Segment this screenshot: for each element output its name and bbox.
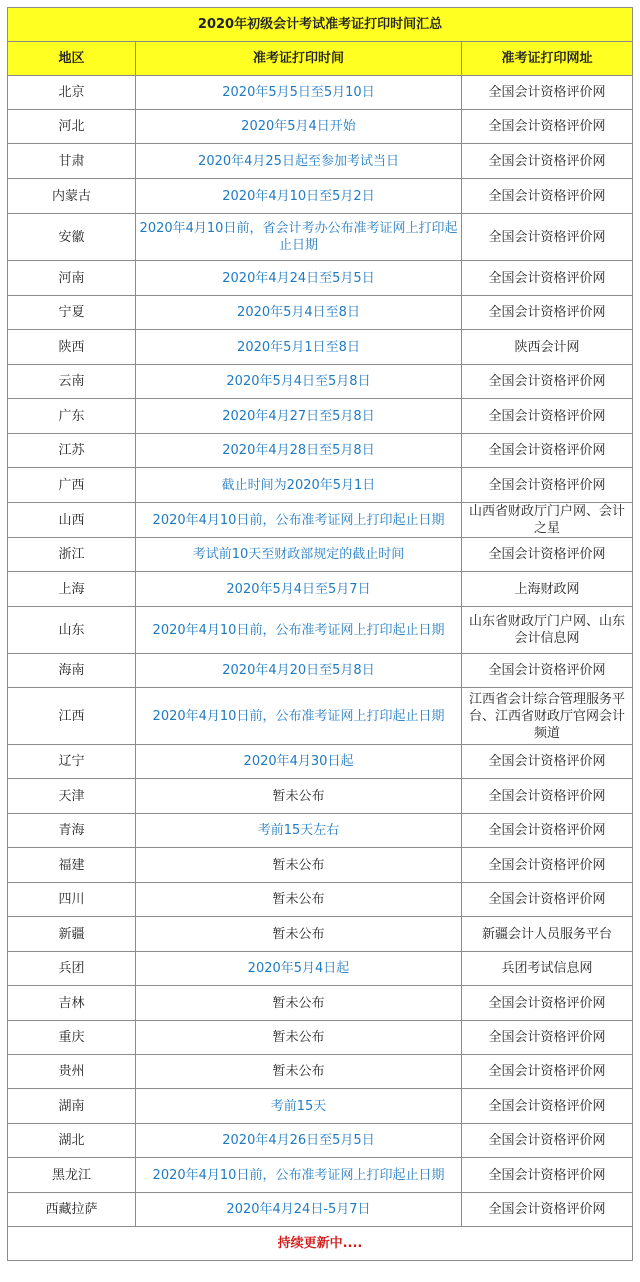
table-row (8, 952, 633, 986)
print-time-cell: 2020年4月10日前，公布准考证网上打印起止日期 (136, 1158, 462, 1193)
region-cell: 重庆 (8, 1021, 136, 1055)
print-time-cell: 暂未公布 (136, 917, 462, 952)
print-site-cell: 全国会计资格评价网 (462, 1158, 633, 1193)
table-row (8, 296, 633, 330)
print-site-cell: 全国会计资格评价网 (462, 779, 633, 814)
print-site-cell: 全国会计资格评价网 (462, 814, 633, 848)
region-cell: 广西 (8, 468, 136, 503)
region-cell: 山东 (8, 607, 136, 654)
update-note: 持续更新中.... (8, 1227, 633, 1261)
print-time-cell: 2020年5月1日至8日 (136, 330, 462, 365)
print-site-cell: 全国会计资格评价网 (462, 468, 633, 503)
print-time-cell: 暂未公布 (136, 779, 462, 814)
print-time-cell: 2020年5月5日至5月10日 (136, 76, 462, 110)
print-site-cell: 全国会计资格评价网 (462, 76, 633, 110)
table-row (8, 110, 633, 144)
print-site-cell: 兵团考试信息网 (462, 952, 633, 986)
region-cell: 江西 (8, 688, 136, 745)
table-row (8, 607, 633, 654)
print-time-cell: 2020年4月24日至5月5日 (136, 261, 462, 296)
print-time-cell: 暂未公布 (136, 1055, 462, 1089)
region-cell: 宁夏 (8, 296, 136, 330)
table-row (8, 814, 633, 848)
print-time-cell: 截止时间为2020年5月1日 (136, 468, 462, 503)
region-cell: 河北 (8, 110, 136, 144)
table-row (8, 399, 633, 434)
print-site-cell: 全国会计资格评价网 (462, 538, 633, 572)
region-cell: 西藏拉萨 (8, 1193, 136, 1227)
region-cell: 北京 (8, 76, 136, 110)
table-row (8, 1193, 633, 1227)
region-cell: 内蒙古 (8, 179, 136, 214)
table-row (8, 1089, 633, 1124)
table-row (8, 848, 633, 883)
table-row (8, 745, 633, 779)
region-cell: 山西 (8, 503, 136, 538)
region-cell: 青海 (8, 814, 136, 848)
table-row (8, 538, 633, 572)
region-cell: 贵州 (8, 1055, 136, 1089)
print-time-cell: 2020年5月4日至8日 (136, 296, 462, 330)
region-cell: 广东 (8, 399, 136, 434)
region-cell: 四川 (8, 883, 136, 917)
table-row (8, 1124, 633, 1158)
table-row (8, 261, 633, 296)
header-time: 准考证打印时间 (136, 42, 462, 76)
table-row (8, 883, 633, 917)
table-row (8, 986, 633, 1021)
region-cell: 吉林 (8, 986, 136, 1021)
print-time-cell: 2020年4月10日前，公布准考证网上打印起止日期 (136, 607, 462, 654)
table-row (8, 365, 633, 399)
table-row (8, 503, 633, 538)
print-site-cell: 陕西会计网 (462, 330, 633, 365)
print-time-cell: 暂未公布 (136, 986, 462, 1021)
print-site-cell: 全国会计资格评价网 (462, 110, 633, 144)
table-row (8, 688, 633, 745)
table-row (8, 779, 633, 814)
table-row (8, 434, 633, 468)
table-row (8, 1021, 633, 1055)
region-cell: 辽宁 (8, 745, 136, 779)
print-time-cell: 2020年4月20日至5月8日 (136, 654, 462, 688)
print-time-cell: 2020年5月4日开始 (136, 110, 462, 144)
print-time-cell: 2020年4月10日至5月2日 (136, 179, 462, 214)
print-site-cell: 全国会计资格评价网 (462, 261, 633, 296)
print-site-cell: 全国会计资格评价网 (462, 986, 633, 1021)
print-site-cell: 全国会计资格评价网 (462, 214, 633, 261)
print-time-cell: 2020年4月10日前，省会计考办公布准考证网上打印起止日期 (136, 214, 462, 261)
table-row (8, 917, 633, 952)
print-time-cell: 2020年4月27日至5月8日 (136, 399, 462, 434)
table-row (8, 330, 633, 365)
table-row (8, 76, 633, 110)
region-cell: 湖北 (8, 1124, 136, 1158)
print-time-cell: 2020年4月25日起至参加考试当日 (136, 144, 462, 179)
title-row (8, 8, 633, 42)
print-time-cell: 暂未公布 (136, 1021, 462, 1055)
table-row (8, 1158, 633, 1193)
print-site-cell: 全国会计资格评价网 (462, 365, 633, 399)
table-row (8, 144, 633, 179)
print-site-cell: 全国会计资格评价网 (462, 296, 633, 330)
print-time-cell: 2020年5月4日至5月8日 (136, 365, 462, 399)
print-site-cell: 全国会计资格评价网 (462, 1055, 633, 1089)
region-cell: 云南 (8, 365, 136, 399)
print-site-cell: 全国会计资格评价网 (462, 848, 633, 883)
table-row (8, 179, 633, 214)
print-time-cell: 2020年5月4日至5月7日 (136, 572, 462, 607)
print-site-cell: 全国会计资格评价网 (462, 745, 633, 779)
print-time-cell: 2020年4月26日至5月5日 (136, 1124, 462, 1158)
schedule-table (7, 7, 633, 1261)
print-time-cell: 2020年4月24日-5月7日 (136, 1193, 462, 1227)
print-time-cell: 考前15天左右 (136, 814, 462, 848)
table-row (8, 1055, 633, 1089)
header-region: 地区 (8, 42, 136, 76)
table-row (8, 654, 633, 688)
print-site-cell: 全国会计资格评价网 (462, 179, 633, 214)
region-cell: 新疆 (8, 917, 136, 952)
print-site-cell: 全国会计资格评价网 (462, 144, 633, 179)
print-site-cell: 全国会计资格评价网 (462, 399, 633, 434)
region-cell: 浙江 (8, 538, 136, 572)
region-cell: 安徽 (8, 214, 136, 261)
region-cell: 海南 (8, 654, 136, 688)
region-cell: 上海 (8, 572, 136, 607)
footer-row (8, 1227, 633, 1261)
table-row (8, 468, 633, 503)
print-time-cell: 2020年4月28日至5月8日 (136, 434, 462, 468)
table-title: 2020年初级会计考试准考证打印时间汇总 (8, 8, 633, 42)
print-time-cell: 2020年5月4日起 (136, 952, 462, 986)
region-cell: 江苏 (8, 434, 136, 468)
region-cell: 陕西 (8, 330, 136, 365)
region-cell: 湖南 (8, 1089, 136, 1124)
print-site-cell: 新疆会计人员服务平台 (462, 917, 633, 952)
print-site-cell: 全国会计资格评价网 (462, 883, 633, 917)
region-cell: 甘肃 (8, 144, 136, 179)
header-site: 准考证打印网址 (462, 42, 633, 76)
region-cell: 兵团 (8, 952, 136, 986)
print-site-cell: 山西省财政厅门户网、会计之星 (462, 503, 633, 538)
header-row (8, 42, 633, 76)
print-site-cell: 山东省财政厅门户网、山东会计信息网 (462, 607, 633, 654)
table-row (8, 214, 633, 261)
print-site-cell: 上海财政网 (462, 572, 633, 607)
print-time-cell: 2020年4月30日起 (136, 745, 462, 779)
print-site-cell: 全国会计资格评价网 (462, 1021, 633, 1055)
region-cell: 河南 (8, 261, 136, 296)
table-row (8, 572, 633, 607)
print-time-cell: 考试前10天至财政部规定的截止时间 (136, 538, 462, 572)
print-site-cell: 江西省会计综合管理服务平台、江西省财政厅官网会计频道 (462, 688, 633, 745)
print-site-cell: 全国会计资格评价网 (462, 1089, 633, 1124)
print-site-cell: 全国会计资格评价网 (462, 1124, 633, 1158)
region-cell: 黑龙江 (8, 1158, 136, 1193)
print-time-cell: 暂未公布 (136, 848, 462, 883)
print-site-cell: 全国会计资格评价网 (462, 434, 633, 468)
region-cell: 天津 (8, 779, 136, 814)
print-time-cell: 2020年4月10日前，公布准考证网上打印起止日期 (136, 688, 462, 745)
region-cell: 福建 (8, 848, 136, 883)
print-time-cell: 暂未公布 (136, 883, 462, 917)
print-time-cell: 2020年4月10日前，公布准考证网上打印起止日期 (136, 503, 462, 538)
print-site-cell: 全国会计资格评价网 (462, 654, 633, 688)
print-site-cell: 全国会计资格评价网 (462, 1193, 633, 1227)
print-time-cell: 考前15天 (136, 1089, 462, 1124)
